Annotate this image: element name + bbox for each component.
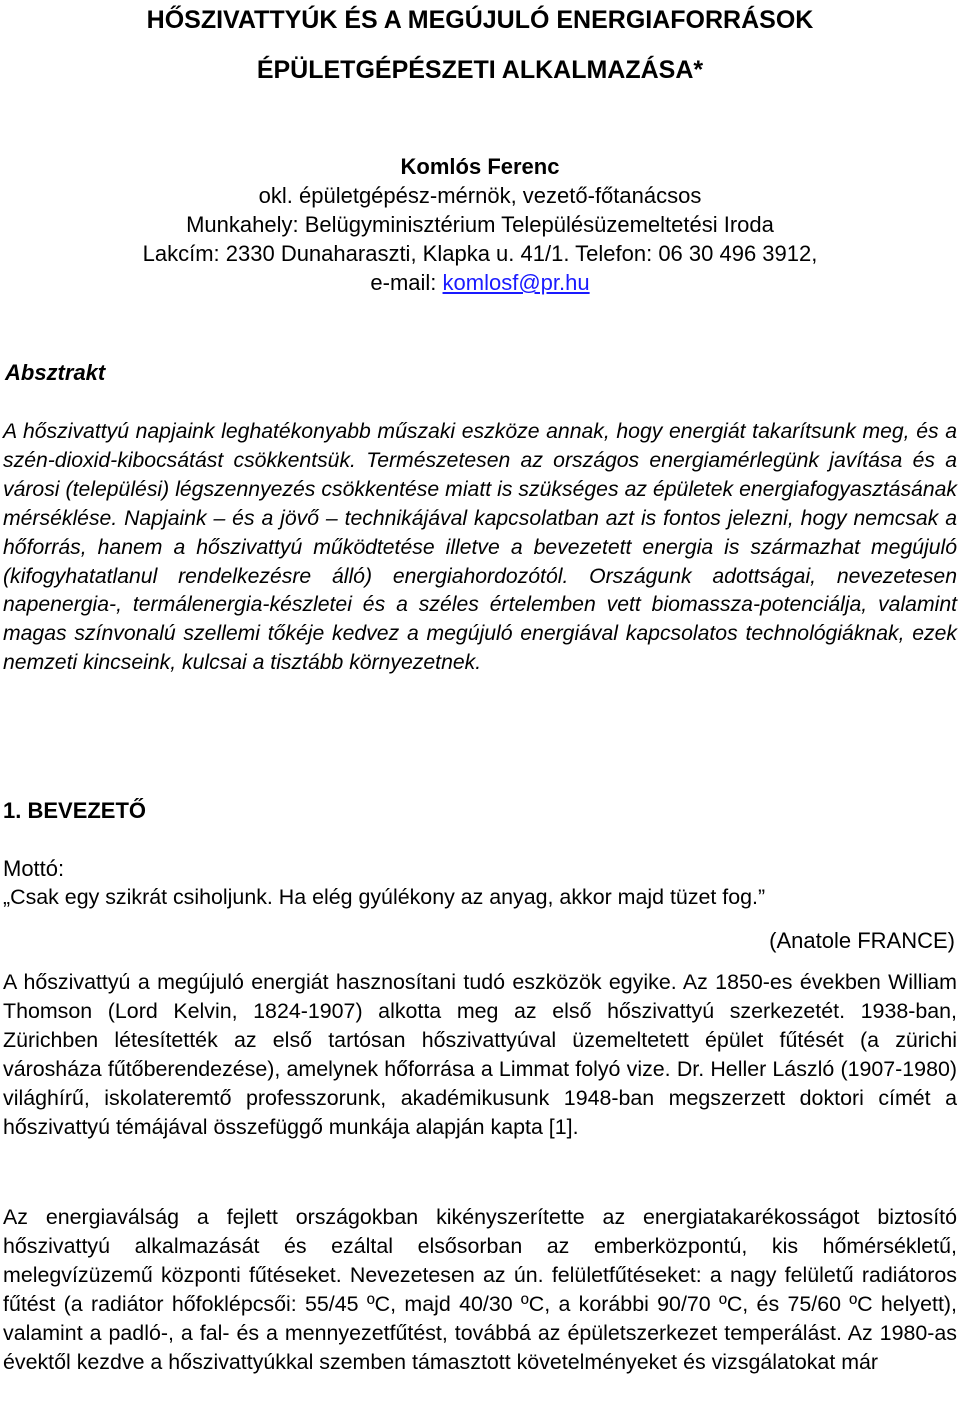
email-link[interactable]: komlosf@pr.hu [442,270,590,295]
motto-label: Mottó: [3,856,65,881]
author-email-line [0,268,960,297]
motto-source: (Anatole FRANCE) [769,928,955,953]
author-name: Komlós Ferenc [400,154,560,179]
author-address: Lakcím: 2330 Dunaharaszti, Klapka u. 41/1. Telefon: 06 30 496 3912, [142,241,818,266]
body-paragraph-1: A hőszivattyú a megújuló energiát hasznosítani tudó eszközök egyike. Az 1850-es években William Thomson (Lord Kelvin, 1824-1907) alkotta meg az első hőszivattyú szerkezetét. 1938-ban, Zürichben létesítették az első tartósan hőszivattyúval üzemeltetett épület fűtését (a zürichi városháza fűtőberendezése), amelynek hőforrása a Limmat folyó vize. Dr. Heller László (1907-1980) világhírű, iskolateremtő professzorunk, akadémikusunk 1948-ban megszerzett doktori címét a hőszivattyú témájával összefüggő munkája alapján kapta [1]. [3,970,957,1139]
author-title: okl. épületgépész-mérnök, vezető-főtanácsos [258,183,702,208]
author-block [0,152,960,297]
motto-quote: „Csak egy szikrát csiholjunk. Ha elég gyúlékony az anyag, akkor majd tüzet fog.” [3,885,766,909]
email-label: e-mail: [370,270,443,295]
abstract-text: A hőszivattyú napjaink leghatékonyabb műszaki eszköze annak, hogy energiát takarítsunk meg, és a szén-dioxid-kibocsátást csökkentsük. Természetesen az országos energiamérlegünk javítása és a városi (települési) légszennyezés csökkentése miatt is szükséges az épületek energiafogyasztásának mérséklése. Napjaink – és a jövő – technikájával kapcsolatban azt is fontos jelezni, hogy nemcsak a hőforrás, hanem a hőszivattyú működtetése illetve a bevezetett energia is származhat megújuló (kifogyhatatlanul rendelkezésre álló) energiahordozótól. Országunk adottságai, nevezetesen napenergia-, termálenergia-készletei és a széles értelemben vett biomassza-potenciálja, valamint magas színvonalú szellemi tőkéje kedvez a megújuló energiával kapcsolatos technológiáknak, ezek nemzeti kincseink, kulcsai a tisztább környezetnek. [3,420,957,675]
section-heading-introduction: 1. BEVEZETŐ [3,798,147,823]
abstract-heading: Absztrakt [5,360,106,385]
author-workplace: Munkahely: Belügyminisztérium Településüzemeltetési Iroda [186,212,774,237]
document-title-line-1: HŐSZIVATTYÚK ÉS A MEGÚJULÓ ENERGIAFORRÁSOK [146,6,814,34]
body-paragraph-2: Az energiaválság a fejlett országokban kikényszerítette az energiatakarékosságot biztosító hőszivattyú alkalmazását és ezáltal elsősorban az emberközpontú, kis hőmérsékletű, melegvízüzemű központi fűtéseket. Nevezetesen az ún. felületfűtéseket: a nagy felületű radiátoros fűtést (a radiátor hőfoklépcsői: 55/45 ºC, majd 40/30 ºC, a korábbi 90/70 ºC, és 75/60 ºC helyett), valamint a padló-, a fal- és a mennyezetfűtést, továbbá az épületszerkezet temperálást. Az 1980-as évektől kezdve a hőszivattyúkkal szemben támasztott követelményeket és vizsgálatokat már [3,1205,957,1374]
document-title-line-2: ÉPÜLETGÉPÉSZETI ALKALMAZÁSA* [256,56,704,84]
